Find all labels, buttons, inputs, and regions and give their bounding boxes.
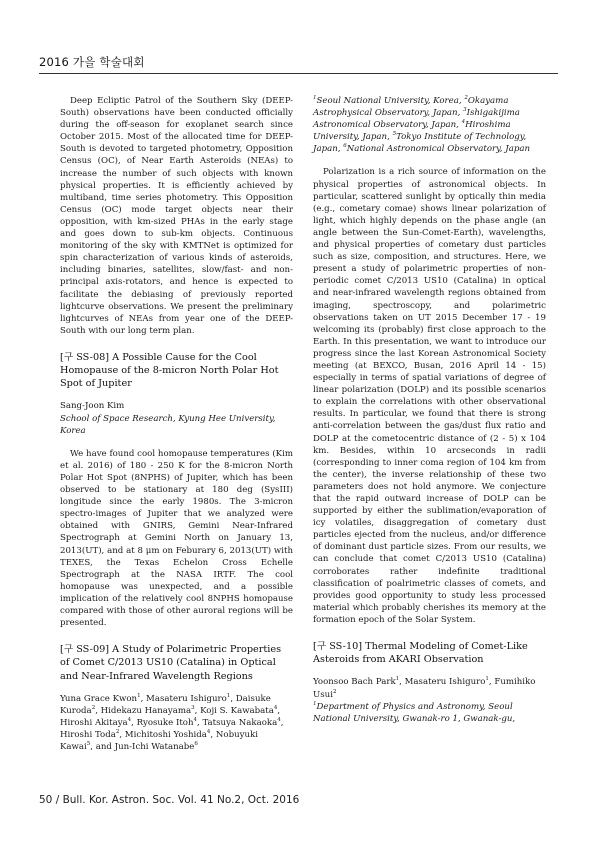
author-separator: ,: [230, 693, 236, 704]
author-name: Yuna Grace Kwon: [60, 693, 138, 704]
author-name: Yoonsoo Bach Park: [313, 677, 396, 688]
author-separator: , and: [90, 742, 115, 753]
spacer: [60, 437, 293, 448]
affiliation-text: Seoul National University, Korea,: [316, 96, 465, 106]
author-separator: ,: [95, 705, 101, 716]
affiliation-text: National Astronomical Observatory, Japan: [346, 144, 531, 155]
ss10-affiliation-text: Department of Physics and Astronomy, Seoul National University, Gwanak-ro 1, Gwanak-gu,: [313, 701, 516, 724]
author-affiliation-marker: 4: [193, 717, 198, 724]
page-footer: 50 / Bull. Kor. Astron. Soc. Vol. 41 No.2, Oct. 2016: [39, 794, 300, 806]
author-name: Masateru Ishiguro: [146, 693, 227, 704]
author-separator: ,: [210, 730, 216, 741]
author-name: Hiroshi Toda: [60, 730, 116, 741]
author-affiliation-marker: 4: [273, 705, 278, 712]
affiliation-marker: 1: [313, 95, 317, 102]
author-affiliation-marker: 3: [191, 705, 195, 712]
author-name: Nobuyuki Kawai: [60, 730, 258, 753]
header-rule: [39, 73, 558, 74]
ss09-title: [구 SS-09] A Study of Polarimetric Properties of Comet C/2013 US10 (Catalina) in Optical and Near-Infrared Wavelength Regions: [60, 644, 282, 682]
ss10-affiliation: [313, 701, 546, 725]
ss08-title: [구 SS-08] A Possible Cause for the Cool Homopause of the 8-micron North Polar Hot Spot of Jupiter: [60, 351, 279, 390]
header-title: 2016 가을 학술대회: [39, 55, 145, 69]
author-affiliation-marker: 1: [226, 692, 231, 699]
author-separator: ,: [140, 693, 147, 704]
author-affiliation-marker: 4: [127, 717, 132, 724]
author-affiliation-marker: 1: [485, 676, 489, 683]
author-name: Daisuke Kuroda: [60, 693, 271, 716]
author-separator: ,: [194, 705, 201, 716]
author-affiliation-marker: 4: [277, 717, 281, 724]
author-separator: ,: [280, 717, 284, 728]
affiliation-text: Tokyo Institute of Technology, Japan,: [313, 132, 527, 155]
ss09-abstract: Polarization is a rich source of information on the physical properties of astronomical objects. In particular, scattered sunlight by optically thin media (e.g., cometary comae) shows linear polarization of light, which highly depends on the phase angle (an angle between the Sun-Comet-Earth), wavelengths, and physical properties of cometary dust particles such as size, composition, and structures. Here, we present a study of polarimetric properties of non-periodic comet C/2013 US10 (Catalina) in optical and near-infrared wavelength regions obtained from imaging, spectroscopy, and polarimetric observations taken on UT 2015 December 17 - 19 welcoming its (probably) first close approach to the Earth. In this presentation, we want to introduce our progress since the last Korean Astronomical Society meeting (at BEXCO, Busan, 2016 April 14 - 15) especially in terms of spatial variations of degree of linear polarization (DOLP) and its possible scenarios to explain the correlations with other observational results. In particular, we found that there is strong anti-correlation between the gas/dust flux ratio and DOLP at the cometocentric distance of (2 - 5) x 104 km. Besides, within 10 arcseconds in radii (corresponding to inner coma region of 104 km from the center), the inverse relationship of these two parameters does not hold anymore. We conjecture that the rapid outward increase of DOLP can be supported by either the sublimation/evaporation of icy volatiles, disaggregation of cometary dust particles ejected from the nucleus, and/or difference of dominant dust particle sizes. From our results, we can conclude that comet C/2013 US10 (Catalina) corroborates rather indefinite traditional classification of poalrimetric classes of comets, and provides good opportunity to study less processed material which probably cherishes its memory at the formation epoch of the Solar System.: [313, 167, 546, 625]
affiliation-marker: 4: [461, 119, 466, 126]
author-separator: ,: [488, 677, 495, 688]
intro-paragraph: Deep Ecliptic Patrol of the Southern Sky (DEEP-South) observations have been conducted officially during the off-season for exoplanet search since October 2015. Most of the allocated time for DEEP-South is devoted to targeted photometry, Opposition Census (OC), of Near Earth Asteroids (NEAs) to increase the number of such objects with known physical properties. It is efficiently achieved by multiband, time series photometry. This Opposition Census (OC) mode target objects near their opposition, with km-sized PHAs in the early stage and goes down to sub-km objects. Continuous monitoring of the sky with KMTNet is optimized for spin characterization of various kinds of asteroids, including binaries, satellites, slow/fast- and non-principal axis-rotators, and hence is expected to facilitate the debiasing of previously reported lightcurve observations. We present the preliminary lightcurves of NEAs from year one of the DEEP-South with our long term plan.: [60, 96, 293, 336]
author-name: Hidekazu Hanayama: [100, 705, 192, 716]
author-name: Masateru Ishiguro: [404, 677, 486, 688]
affiliation-text: Ishigakijima Astronomical Observatory, Japan,: [313, 108, 520, 131]
author-affiliation-marker: 2: [115, 729, 120, 736]
author-separator: ,: [119, 730, 125, 741]
affiliation-marker: 5: [392, 131, 397, 138]
affiliation-marker: 3: [463, 107, 467, 114]
author-name: Jun-Ichi Watanabe: [114, 742, 195, 753]
author-affiliation-marker: 6: [194, 741, 198, 748]
left-column: [60, 95, 293, 753]
ss09-affiliations: [313, 95, 546, 155]
author-separator: ,: [131, 717, 137, 728]
author-affiliation-marker: 2: [332, 688, 337, 695]
author-separator: ,: [197, 717, 203, 728]
author-name: Michitoshi Yoshida: [124, 730, 207, 741]
author-affiliation-marker: 5: [86, 741, 91, 748]
ss08-affiliation: School of Space Research, Kyung Hee University, Korea: [60, 413, 276, 436]
author-name: Tatsuya Nakaoka: [202, 717, 278, 728]
ss10-affiliation-sup: 1: [313, 700, 317, 707]
author-affiliation-marker: 1: [137, 692, 141, 699]
ss10-title: [구 SS-10] Thermal Modeling of Comet-Like Asteroids from AKARI Observation: [313, 641, 528, 666]
author-name: Hiroshi Akitaya: [60, 717, 128, 728]
affiliation-text: Okayama Astrophysical Observatory, Japan,: [313, 96, 509, 119]
ss08-author: Sang-Joon Kim: [60, 401, 125, 412]
ss10-authors: [313, 676, 546, 700]
affiliation-marker: 6: [343, 143, 347, 150]
author-affiliation-marker: 1: [395, 676, 400, 683]
affiliation-text: Hiroshima University, Japan,: [313, 120, 511, 143]
author-affiliation-marker: 4: [206, 729, 211, 736]
affiliation-marker: 2: [464, 95, 468, 102]
right-column: [313, 95, 546, 725]
ss08-abstract: We have found cool homopause temperatures (Kim et al. 2016) of 180 - 250 K for the 8-micron North Polar Hot Spot (8NPHS) of Jupiter, which has been observed to be stationary at 180 deg (SysIII) longitude since the early 1980s. The 3-micron spectro-images of Jupiter that we analyzed were obtained with GNIRS, Gemini Near-Infrared Spectrograph at Gemini North on January 13, 2013(UT), and at 8 μm on Feburary 6, 2013(UT) with TEXES, the Texas Echelon Cross Echelle Spectrograph at the NASA IRTF. The cool homopause was unexpected, and a possible implication of the relatively cool 8NPHS homopause compared with those of other auroral regions will be presented.: [60, 448, 293, 629]
author-affiliation-marker: 2: [91, 705, 96, 712]
author-separator: ,: [399, 677, 405, 688]
author-name: Fumihiko Usui: [313, 677, 536, 700]
author-name: Koji S. Kawabata: [200, 705, 274, 716]
ss09-authors: [60, 693, 293, 753]
spacer: [313, 155, 546, 166]
author-separator: ,: [277, 705, 281, 716]
author-name: Ryosuke Itoh: [136, 717, 194, 728]
